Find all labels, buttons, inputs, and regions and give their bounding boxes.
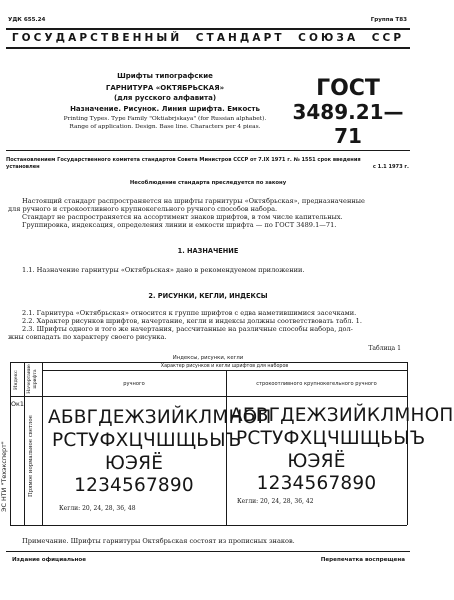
table-top-border <box>10 362 407 363</box>
column-header-manual: ручного <box>123 381 145 387</box>
title-bottom-rule <box>6 150 410 151</box>
manual-type-sizes: Кегли: 20, 24, 28, 36, 48 <box>59 505 136 512</box>
intro-line-2: для ручного и строкоотливного крупнокегельного ручного способов набора. <box>8 205 278 213</box>
linecast-sample-line-2: РСТУФХЦЧШЩЬЫЪ <box>236 428 426 449</box>
linecast-sample-line-1: АБВГДЕЖЗИЙКЛМНОП <box>230 405 454 426</box>
section-2-paragraph-2: 2.2. Характер рисунков шрифтов, начертание, кегли и индексы должны соответствовать табл. 1. <box>22 317 362 325</box>
table-group-header-divider <box>42 370 407 371</box>
section-2-paragraph-1: 2.1. Гарнитура «Октябрьская» относится к группе шрифтов с едва наметившимися засечками. <box>22 309 357 317</box>
intro-line-1: Настоящий стандарт распространяется на шрифты гарнитуры «Октябрьская», предназначенные <box>22 197 365 205</box>
title-line-3: (для русского алфавита) <box>113 94 217 102</box>
table-caption: Индексы, рисунки, кегли <box>172 355 244 361</box>
intro-line-4: Группировка, индексация, определения линии и емкости шрифта — по ГОСТ 3489.1—71. <box>22 221 337 229</box>
intro-line-3: Стандарт не распространяется на ассортимент знаков шрифтов, в том числе капительных. <box>22 213 343 221</box>
column-header-index: Индекс <box>13 370 19 390</box>
decree-effective-date: с 1.1 1973 г. <box>372 164 409 170</box>
footer-official-edition: Издание официальное <box>12 557 87 563</box>
decree-line-2-left: установлен <box>6 164 40 170</box>
header-bottom-rule <box>6 47 410 49</box>
linecast-sample-line-4: 1234567890 <box>256 473 377 494</box>
table-label: Таблица 1 <box>368 345 401 352</box>
title-english-2: Range of application. Design. Base line. Characters per 4 pieas. <box>69 124 261 130</box>
group-code: Группа Т83 <box>370 17 407 23</box>
table-column-divider-1 <box>24 362 25 525</box>
row-index-ok1: Ок1 <box>11 400 24 408</box>
title-line-1: Шрифты типографские <box>117 72 213 80</box>
gost-label: ГОСТ <box>316 76 380 101</box>
title-line-2: ГАРНИТУРА «ОКТЯБРЬСКАЯ» <box>105 84 225 92</box>
footer-reprint-prohibited: Перепечатка воспрещена <box>320 557 405 563</box>
table-bottom-border <box>10 525 407 526</box>
noncompliance-notice: Несоблюдение стандарта преследуется по закону <box>129 180 287 186</box>
manual-sample-line-4: 1234567890 <box>74 475 194 496</box>
section-1-text: 1.1. Назначение гарнитуры «Октябрьская» дано в рекомендуемом приложении. <box>22 266 305 274</box>
table-left-border <box>10 362 11 525</box>
gost-number: 3489.21—71 <box>292 100 404 148</box>
footer-rule <box>6 551 410 552</box>
title-english-1: Printing Types. Type Family "Oktiabrjskaya" (for Russian alphabet). <box>63 116 267 122</box>
manual-sample-line-2: РСТУФХЦЧШЩЬЫЪ <box>52 430 242 451</box>
column-header-linecast: строкоотливного крупнокегельного ручного <box>256 381 377 387</box>
side-stamp: ЭС НТИ "Техэксперт" <box>0 441 8 512</box>
row-style-label: Прямое нормальное светлое <box>28 415 34 497</box>
udk-code: УДК 655.24 <box>8 17 46 23</box>
linecast-sample-line-3: ЮЭЯЁ <box>287 451 346 472</box>
column-header-style: Начертание шрифта <box>27 364 38 394</box>
section-2-heading: 2. РИСУНКИ, КЕГЛИ, ИНДЕКСЫ <box>148 292 268 300</box>
manual-sample-line-1: АБВГДЕЖЗИЙКЛМНОП <box>48 407 272 428</box>
header-top-rule <box>6 28 410 30</box>
title-line-4: Назначение. Рисунок. Линия шрифта. Емкость <box>70 105 260 113</box>
standard-banner: ГОСУДАРСТВЕННЫЙ СТАНДАРТ СОЮЗА ССР <box>11 32 405 44</box>
manual-sample-line-3: ЮЭЯЁ <box>104 453 164 474</box>
section-1-heading: 1. НАЗНАЧЕНИЕ <box>177 247 239 255</box>
section-2-paragraph-3a: 2.3. Шрифты одного и того же начертания, рассчитанные на различные способы набора, дол- <box>22 325 353 333</box>
table-header-bottom-border <box>10 396 407 397</box>
table-note: Примечание. Шрифты гарнитуры Октябрьская состоят из прописных знаков. <box>22 537 295 545</box>
linecast-type-sizes: Кегли: 20, 24, 28, 36, 42 <box>237 498 314 505</box>
section-2-paragraph-3b: жны совпадать по характеру своего рисунка. <box>8 333 167 341</box>
column-group-header: Характер рисунков и кегли шрифтов для наборов <box>160 364 289 369</box>
decree-line-1: Постановлением Государственного комитета стандартов Совета Министров СССР от 7.IX 1971 г. № 1551 срок введения <box>6 157 361 163</box>
